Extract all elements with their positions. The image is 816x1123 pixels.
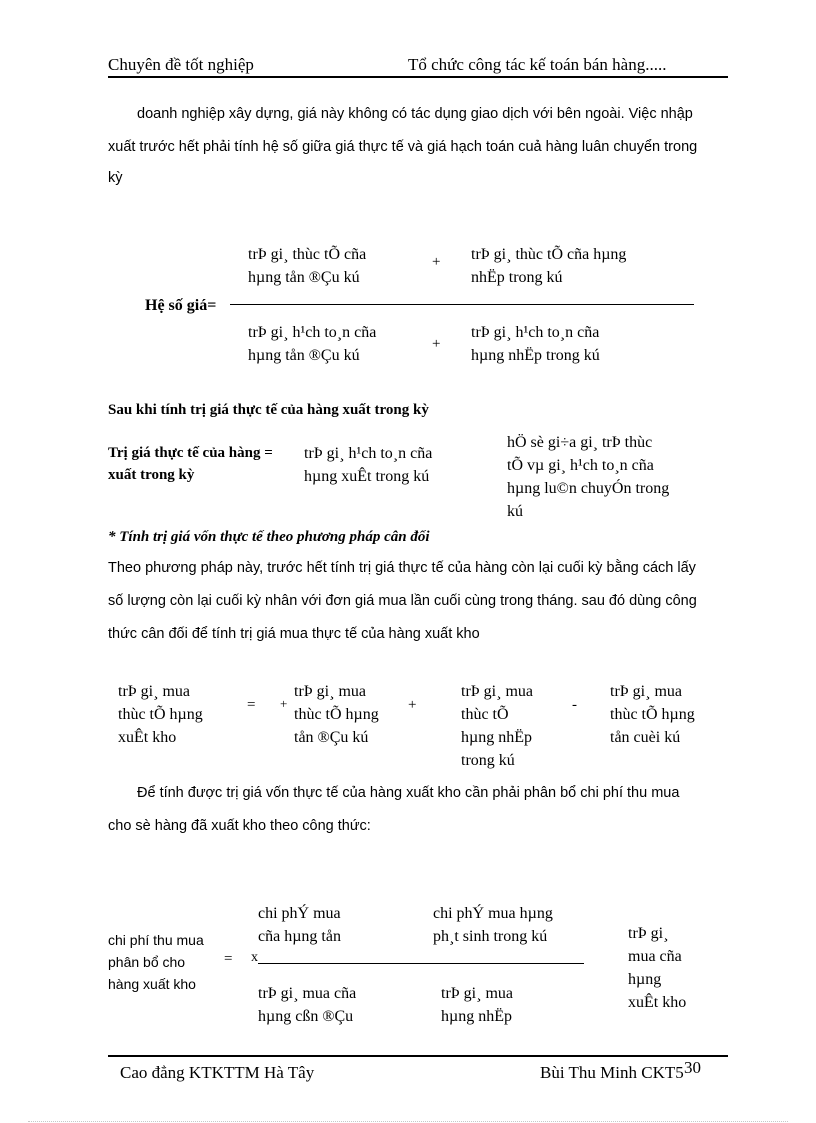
formula4-eq: =: [224, 951, 233, 967]
formula3-d-2: thùc tÕ hµng: [610, 706, 695, 723]
formula3-plus-2: +: [408, 697, 417, 713]
formula4-num-b-2: ph¸t sinh trong kú: [433, 928, 548, 945]
formula4-x: x: [251, 950, 258, 965]
formula4-fraction-bar: [258, 963, 584, 964]
footer-right: Bùi Thu Minh CKT5: [540, 1063, 684, 1082]
formula4-left-1: chi phí thu mua: [108, 932, 204, 948]
formula1-num-b-2: nhËp trong kú: [471, 269, 563, 286]
formula4-left-3: hàng xuất kho: [108, 976, 196, 992]
footer-left: Cao đẳng KTKTTM Hà Tây: [120, 1063, 315, 1082]
formula3-c-1: trÞ gi¸ mua: [461, 683, 533, 700]
formula2-right-4: kú: [507, 503, 523, 520]
section-title: * Tính trị giá vốn thực tế theo phương pháp cân đối: [108, 529, 430, 545]
page-bottom-border: [28, 1121, 788, 1122]
formula3-b-2: thùc tÕ hµng: [294, 706, 379, 723]
formula3-a-1: trÞ gi¸ mua: [118, 683, 190, 700]
para2-line-2: số lượng còn lại cuối kỳ nhân với đơn giá mua lần cuối cùng trong tháng. sau đó dùng công: [108, 593, 697, 609]
intro-line-3: kỳ: [108, 170, 123, 186]
formula1-den-b-1: trÞ gi¸ h¹ch to¸n cña: [471, 324, 600, 341]
header-left: Chuyên đề tốt nghiệp: [108, 55, 254, 74]
formula3-c-4: trong kú: [461, 752, 515, 769]
formula1-label: Hệ số giá=: [145, 297, 217, 314]
header-right: Tổ chức công tác kế toán bán hàng.....: [408, 55, 667, 74]
formula3-b-3: tån ®Çu kú: [294, 729, 369, 746]
footer-rule: [108, 1055, 728, 1057]
formula3-c-2: thùc tÕ: [461, 706, 509, 723]
sau-khi-line: Sau khi tính trị giá thực tế của hàng xuất trong kỳ: [108, 402, 429, 418]
formula2-right-1: hÖ sè gi÷a gi¸ trÞ thùc: [507, 434, 653, 451]
formula3-d-3: tån cuèi kú: [610, 729, 681, 746]
formula3-d-1: trÞ gi¸ mua: [610, 683, 682, 700]
para3-line-2: cho sè hàng đã xuất kho theo công thức:: [108, 818, 371, 834]
formula1-den-b-2: hµng nhËp trong kú: [471, 347, 600, 364]
formula1-plus-top: +: [432, 254, 441, 270]
formula1-den-a-2: hµng tån ®Çu kú: [248, 347, 360, 364]
formula2-mid-2: hµng xuÊt trong kú: [304, 468, 430, 485]
formula3-eq: =: [247, 697, 256, 713]
formula4-den-b-2: hµng nhËp: [441, 1008, 512, 1025]
formula4-den-a-2: hµng cßn ®Çu: [258, 1008, 354, 1025]
formula2-right-3: hµng lu©n chuyÓn trong: [507, 480, 670, 497]
formula1-fraction-bar: [230, 304, 694, 305]
formula4-num-b-1: chi phÝ mua hµng: [433, 905, 553, 922]
para3-line-1: Để tính được trị giá vốn thực tế của hàng xuất kho cần phải phân bổ chi phí thu mua: [137, 785, 680, 801]
formula4-right-2: mua cña: [628, 948, 682, 965]
formula4-right-1: trÞ gi¸: [628, 925, 669, 942]
formula4-right-4: xuÊt kho: [628, 994, 687, 1011]
formula2-label-1: Trị giá thực tế của hàng =: [108, 445, 273, 461]
formula4-den-a-1: trÞ gi¸ mua cña: [258, 985, 357, 1002]
formula4-right-3: hµng: [628, 971, 662, 988]
formula4-num-a-1: chi phÝ mua: [258, 905, 341, 922]
formula4-left-2: phân bổ cho: [108, 954, 186, 970]
para2-line-3: thức cân đối để tính trị giá mua thực tế của hàng xuất kho: [108, 626, 480, 642]
formula3-a-3: xuÊt kho: [118, 729, 177, 746]
page-number: 30: [684, 1058, 701, 1077]
intro-line-1: doanh nghiệp xây dựng, giá này không có tác dụng giao dịch với bên ngoài. Việc nhập: [137, 106, 693, 122]
formula2-mid-1: trÞ gi¸ h¹ch to¸n cña: [304, 445, 433, 462]
formula2-label-2: xuất trong kỳ: [108, 467, 195, 483]
formula2-right-2: tÕ vµ gi¸ h¹ch to¸n cña: [507, 457, 654, 474]
formula1-num-a-1: trÞ gi¸ thùc tÕ cña: [248, 246, 367, 263]
formula4-den-b-1: trÞ gi¸ mua: [441, 985, 513, 1002]
formula1-den-a-1: trÞ gi¸ h¹ch to¸n cña: [248, 324, 377, 341]
formula3-minus: -: [572, 697, 577, 713]
formula3-a-2: thùc tÕ hµng: [118, 706, 203, 723]
formula3-b-1: trÞ gi¸ mua: [294, 683, 366, 700]
formula3-plus-1: +: [280, 696, 288, 711]
intro-line-2: xuất trước hết phải tính hệ số giữa giá thực tế và giá hạch toán cuả hàng luân chuyển trong: [108, 139, 698, 155]
header-rule: [108, 76, 728, 78]
formula3-c-3: hµng nhËp: [461, 729, 532, 746]
formula4-num-a-2: cña hµng tån: [258, 928, 341, 945]
formula1-num-a-2: hµng tån ®Çu kú: [248, 269, 360, 286]
para2-line-1: Theo phương pháp này, trước hết tính trị giá thực tế của hàng còn lại cuối kỳ bằng cách lấy: [108, 560, 696, 576]
formula1-num-b-1: trÞ gi¸ thùc tÕ cña hµng: [471, 246, 627, 263]
formula1-plus-bottom: +: [432, 336, 441, 352]
